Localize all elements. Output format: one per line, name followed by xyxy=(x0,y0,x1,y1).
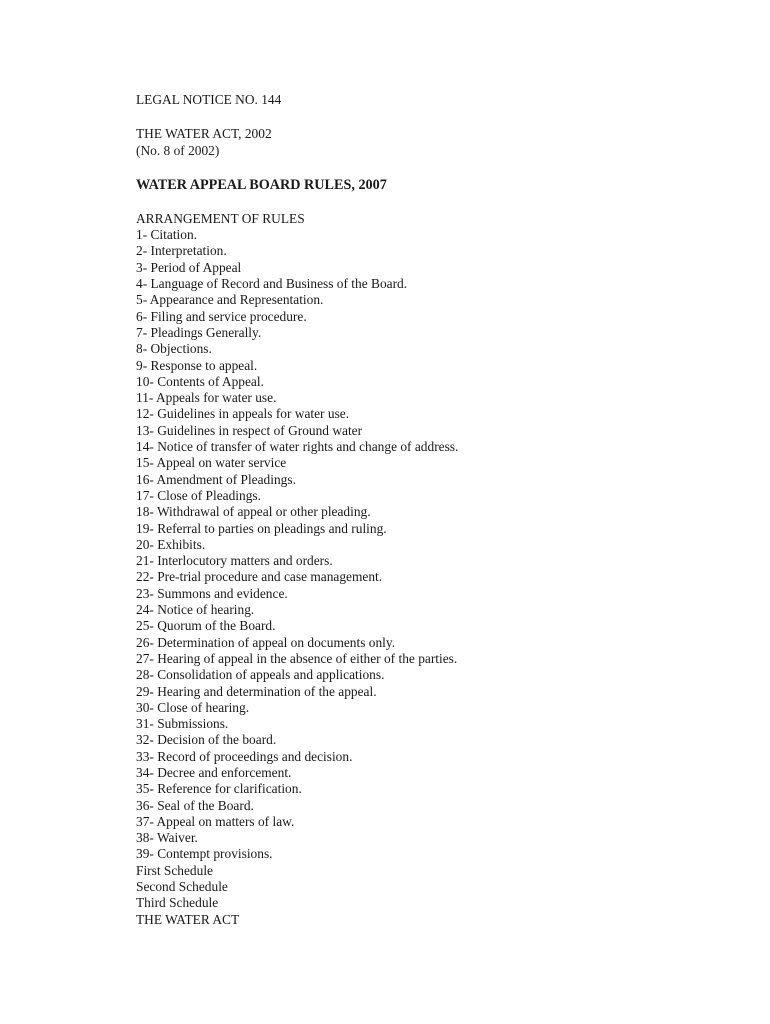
act-title: THE WATER ACT, 2002 xyxy=(136,126,272,142)
rule-item: 8- Objections. xyxy=(136,341,212,357)
rule-item: 7- Pleadings Generally. xyxy=(136,324,262,340)
rule-item: 11- Appeals for water use. xyxy=(136,390,277,406)
rule-item: 31- Submissions. xyxy=(136,716,229,732)
rule-item: 33- Record of proceedings and decision. xyxy=(136,748,353,764)
act-number: (No. 8 of 2002) xyxy=(136,142,220,158)
rule-item: 22- Pre-trial procedure and case management. xyxy=(136,569,383,585)
rule-item: 12- Guidelines in appeals for water use. xyxy=(136,406,350,422)
rule-item: 28- Consolidation of appeals and applications. xyxy=(136,667,385,683)
closing-line: THE WATER ACT xyxy=(136,911,240,927)
schedules-list xyxy=(136,863,696,912)
rule-item: 36- Seal of the Board. xyxy=(136,797,254,813)
rule-item: 2- Interpretation. xyxy=(136,243,227,259)
act-reference xyxy=(136,126,696,159)
arrangement-heading: ARRANGEMENT OF RULES xyxy=(136,210,305,226)
legal-notice-number: LEGAL NOTICE NO. 144 xyxy=(136,92,282,107)
rules-title: WATER APPEAL BOARD RULES, 2007 xyxy=(136,176,387,193)
rule-item: 6- Filing and service procedure. xyxy=(136,308,307,324)
rule-item: 14- Notice of transfer of water rights and change of address. xyxy=(136,439,459,455)
rule-item: 1- Citation. xyxy=(136,227,197,243)
rule-item: 9- Response to appeal. xyxy=(136,357,258,373)
rule-item: 16- Amendment of Pleadings. xyxy=(136,471,296,487)
arrangement-section xyxy=(136,211,696,928)
rule-item: 10- Contents of Appeal. xyxy=(136,373,264,389)
rule-item: 23- Summons and evidence. xyxy=(136,585,288,601)
rule-item: 38- Waiver. xyxy=(136,830,198,846)
rule-item: 17- Close of Pleadings. xyxy=(136,487,261,503)
rule-item: 37- Appeal on matters of law. xyxy=(136,813,295,829)
rule-item: 19- Referral to parties on pleadings and ruling. xyxy=(136,520,387,536)
rule-item: 15- Appeal on water service xyxy=(136,455,287,471)
rule-item: 4- Language of Record and Business of the Board. xyxy=(136,276,408,292)
rule-item: 24- Notice of hearing. xyxy=(136,602,255,618)
rules-list xyxy=(136,227,696,863)
schedule-item: Third Schedule xyxy=(136,895,219,911)
rule-item: 29- Hearing and determination of the appeal. xyxy=(136,683,377,699)
rule-item: 13- Guidelines in respect of Ground water xyxy=(136,422,363,438)
schedule-item: Second Schedule xyxy=(136,879,228,895)
rule-item: 18- Withdrawal of appeal or other pleading. xyxy=(136,504,371,520)
rule-item: 32- Decision of the board. xyxy=(136,732,277,748)
rule-item: 39- Contempt provisions. xyxy=(136,846,273,862)
schedule-item: First Schedule xyxy=(136,862,213,878)
rule-item: 34- Decree and enforcement. xyxy=(136,764,292,780)
document-page xyxy=(136,92,696,928)
rule-item: 26- Determination of appeal on documents only. xyxy=(136,634,396,650)
rule-item: 5- Appearance and Representation. xyxy=(136,292,324,308)
rule-item: 27- Hearing of appeal in the absence of either of the parties. xyxy=(136,650,458,666)
rule-item: 35- Reference for clarification. xyxy=(136,781,302,797)
rule-item: 21- Interlocutory matters and orders. xyxy=(136,553,333,569)
rule-item: 3- Period of Appeal xyxy=(136,259,242,275)
rule-item: 30- Close of hearing. xyxy=(136,699,250,715)
rule-item: 25- Quorum of the Board. xyxy=(136,618,276,634)
rule-item: 20- Exhibits. xyxy=(136,536,206,552)
